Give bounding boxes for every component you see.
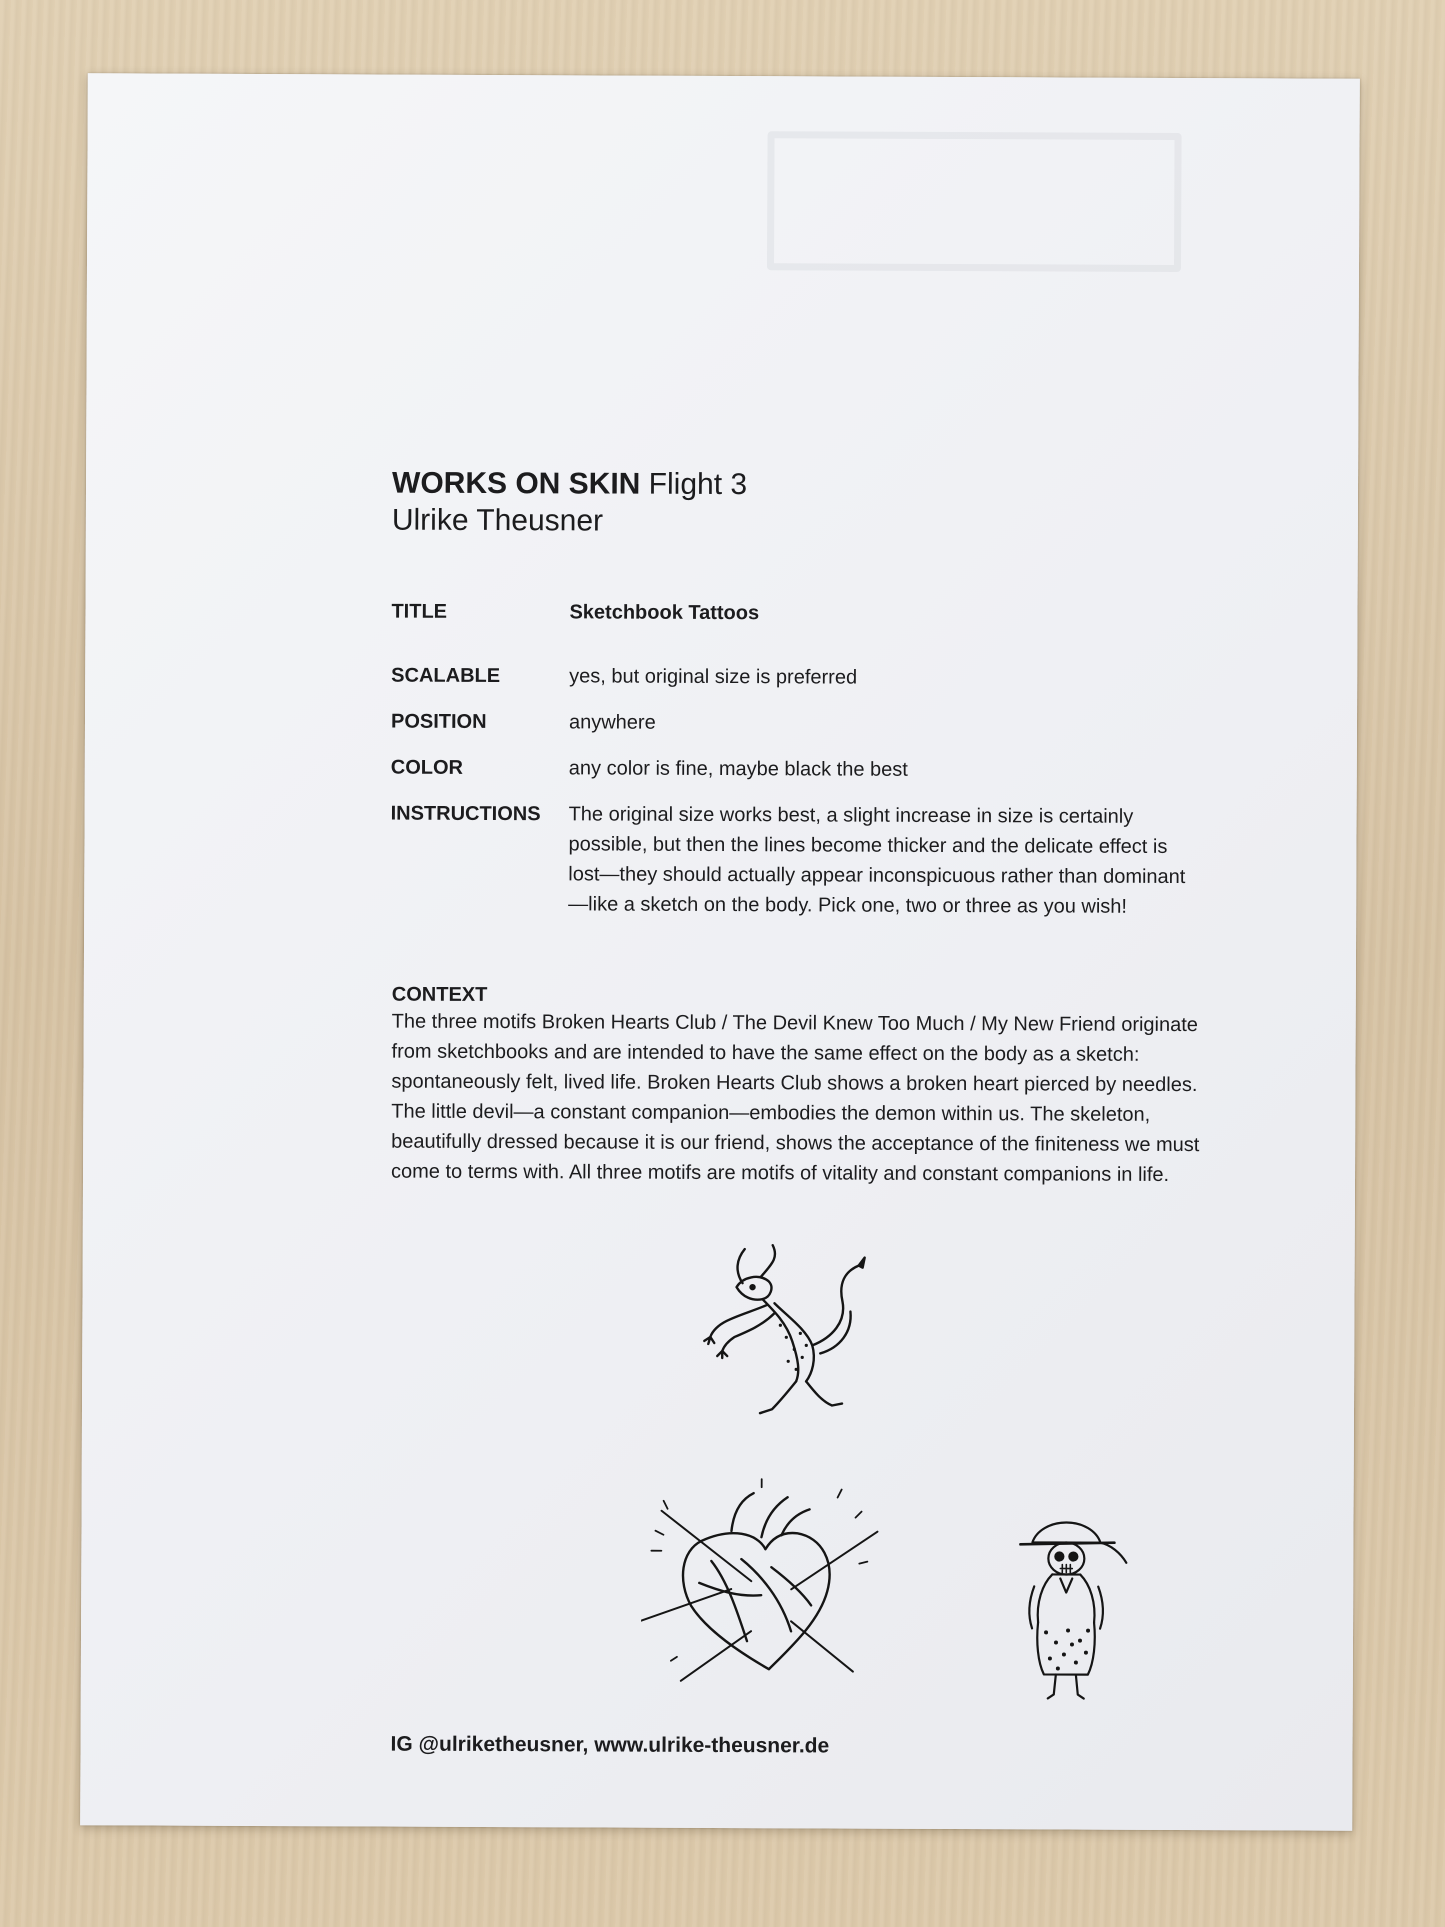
field-value: yes, but original size is preferred xyxy=(569,665,858,689)
context-text: The three motifs Broken Hearts Club / The Devil Knew Too Much / My New Friend originate from sketchbooks and are intended to have the same effect on the body as a sketch: spontaneously felt, lived life. Broken Hearts Club shows a broken heart pierced by needles. The little devil—a constant companion—embodies the demon within us. The skeleton, beautifully dressed because it is our friend, shows the acceptance of the finiteness we must come to terms with. All three motifs are motifs of vitality and constant companions in life. xyxy=(390,1010,1200,1186)
footer-contact: IG @ulriketheusner, www.ulrike-theusner.de xyxy=(390,1732,830,1758)
edition-name: Flight 3 xyxy=(648,467,748,502)
field-label: COLOR xyxy=(390,756,464,779)
document-content xyxy=(80,73,1360,1831)
document-heading xyxy=(392,465,747,541)
skeleton-drawing xyxy=(1016,1512,1137,1703)
field-value: any color is fine, maybe black the best xyxy=(568,757,908,781)
context-label: CONTEXT xyxy=(391,983,488,1006)
field-label: TITLE xyxy=(391,600,448,623)
series-name: WORKS ON SKIN xyxy=(391,466,641,501)
field-value: The original size works best, a slight increase in size is certainly possible, but then the lines become thicker and the delicate effect is lost—they should actually appear inconspicuous rather than dominant—like a sketch on the body. Pick one, two or three as you wish! xyxy=(568,803,1186,918)
field-value: Sketchbook Tattoos xyxy=(569,601,760,625)
field-value: anywhere xyxy=(568,711,656,734)
field-label: SCALABLE xyxy=(391,664,501,688)
devil-drawing xyxy=(682,1241,883,1432)
heading-line-1 xyxy=(392,465,747,504)
artist-name: Ulrike Theusner xyxy=(391,503,604,538)
certificate-sheet xyxy=(80,73,1360,1831)
field-label: POSITION xyxy=(390,710,487,733)
heart-drawing xyxy=(641,1471,882,1692)
field-label: INSTRUCTIONS xyxy=(390,802,541,826)
